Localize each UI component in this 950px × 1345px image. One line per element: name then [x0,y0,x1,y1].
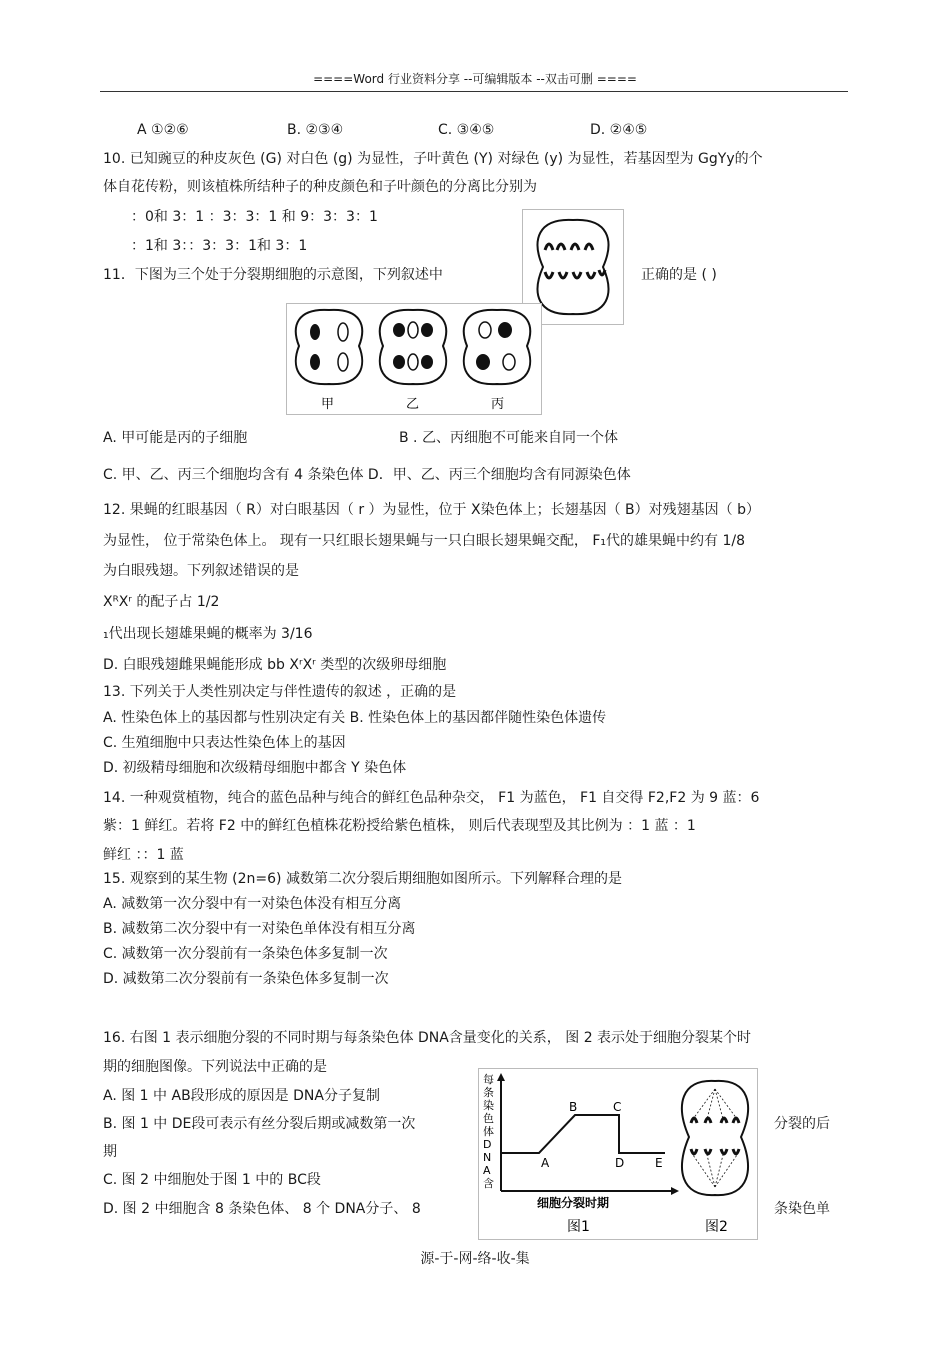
q10-line3: ：0和 3：1 ：3：3：1 和 9：3：3：1 [131,209,378,225]
q12-line3: 为白眼残翅。下列叙述错误的是 [103,563,299,579]
q12-line6: D. 白眼残翅雌果蝇能形成 bb XʳXʳ 类型的次级卵母细胞 [103,657,447,673]
q13-option-c: C. 生殖细胞中只表达性染色体上的基因 [103,735,346,751]
q13-option-ab: A. 性染色体上的基因都与性别决定有关 B. 性染色体上的基因都伴随性染色体遗传 [103,710,607,726]
q9-option-d: D. ②④⑤ [590,122,648,138]
fig1-point-b: B [569,1100,578,1114]
q10-line1: 10. 已知豌豆的种皮灰色 (G) 对白色 (g) 为显性，子叶黄色 (Y) 对绿色 (y) 为显性，若基因型为 GgYy的个 [103,151,763,167]
q16-option-b-cont: 期 [103,1144,117,1160]
q11-cells-drawing [287,304,541,414]
fig1-point-a: A [541,1156,550,1170]
q11-label-jia: 甲 [321,397,335,412]
q12-line5: ₁代出现长翅雄果蝇的概率为 3/16 [103,626,313,642]
q15-option-d: D. 减数第二次分裂前有一条染色体多复制一次 [103,971,389,987]
fig2-spindle [693,1089,737,1187]
q12-line4: XᴿXʳ 的配子占 1/2 [103,594,220,610]
fig1-dna-curve [501,1115,665,1153]
fig2-chromosomes [691,1118,739,1154]
q11-cells-figure [286,303,542,415]
q11-stem-a: 11．下图为三个处于分裂期细胞的示意图，下列叙述中 [103,267,443,283]
q16-line2: 期的细胞图像。下列说法中正确的是 [103,1059,327,1075]
q9-option-a: A ①②⑥ [137,122,189,138]
header-rule [100,91,848,92]
fig2-caption: 图2 [705,1219,728,1235]
q14-line3: 鲜红 ：：1 蓝 [103,847,184,863]
q9-option-b: B. ②③④ [287,122,344,138]
q11-stem-b: 正确的是 ( ) [641,267,717,283]
q11-option-cd: C. 甲、乙、丙三个细胞均含有 4 条染色体 D．甲、乙、丙三个细胞均含有同源染色体 [103,467,631,483]
fig1-ylabel: 每 条 染 色 体 D N A 含 [483,1073,494,1190]
fig1-xlabel: 细胞分裂时期 [537,1196,610,1210]
q16-option-d-tail: 条染色单 [774,1201,830,1217]
page-header: ====Word 行业资料分享 --可编辑版本 --双击可删 ==== [313,72,637,86]
q14-line1: 14. 一种观赏植物，纯合的蓝色品种与纯合的鲜红色品种杂交， F1 为蓝色， F1 自交得 F2,F2 为 9 蓝：6 [103,790,760,806]
fig1-point-e: E [655,1156,663,1170]
q12-line1: 12. 果蝇的红眼基因（ R）对白眼基因（ r ）为显性，位于 X染色体上；长翅基因（ B）对残翅基因（ b） [103,502,760,518]
q11-option-a: A. 甲可能是丙的子细胞 [103,430,248,446]
q16-option-b: B. 图 1 中 DE段可表示有丝分裂后期或减数第一次 [103,1116,416,1132]
q16-option-c: C. 图 2 中细胞处于图 1 中的 BC段 [103,1172,321,1188]
q12-line2: 为显性， 位于常染色体上。 现有一只红眼长翅果蝇与一只白眼长翅果蝇交配， F₁代的雄果蝇中约有 1/8 [103,533,745,549]
q15-option-a: A. 减数第一次分裂中有一对染色体没有相互分离 [103,896,402,912]
q16-figure-drawing [479,1069,757,1239]
page-footer: 源-于-网-络-收-集 [420,1251,530,1267]
q15-option-c: C. 减数第一次分裂前有一条染色体多复制一次 [103,946,388,962]
q16-option-a: A. 图 1 中 AB段形成的原因是 DNA分子复制 [103,1088,380,1104]
fig1-point-d: D [615,1156,625,1170]
fig1-caption: 图1 [567,1219,590,1235]
fig1-x-arrow [671,1187,679,1195]
q13-stem: 13. 下列关于人类性别决定与伴性遗传的叙述 ，正确的是 [103,684,457,700]
q11-label-yi: 乙 [406,397,420,412]
q15-stem: 15. 观察到的某生物 (2n=6) 减数第二次分裂后期细胞如图所示。下列解释合理的是 [103,871,622,887]
q9-option-c: C. ③④⑤ [438,122,495,138]
q14-line2: 紫：1 鲜红。若将 F2 中的鲜红色植株花粉授给紫色植株， 则后代表现型及其比例为 ：1 蓝 ：1 [103,818,696,834]
q13-option-d: D. 初级精母细胞和次级精母细胞中都含 Y 染色体 [103,760,407,776]
q16-figure [478,1068,758,1240]
q10-line2: 体自花传粉，则该植株所结种子的种皮颜色和子叶颜色的分离比分别为 [103,179,537,195]
q15-option-b: B. 减数第二次分裂中有一对染色单体没有相互分离 [103,921,416,937]
q16-option-b-tail: 分裂的后 [774,1116,830,1132]
q10-line4: ：1和 3：：3：3：1和 3：1 [131,238,308,254]
q16-option-d: D. 图 2 中细胞含 8 条染色体、 8 个 DNA分子、 8 [103,1201,421,1217]
fig1-point-c: C [613,1100,622,1114]
fig2-cell-outline [682,1081,748,1195]
q11-option-b: B . 乙、丙细胞不可能来自同一个体 [399,430,618,446]
q16-line1: 16. 右图 1 表示细胞分裂的不同时期与每条染色体 DNA含量变化的关系， 图 2 表示处于细胞分裂某个时 [103,1030,752,1046]
q11-label-bing: 丙 [491,397,505,412]
fig1-y-arrow [497,1073,505,1081]
